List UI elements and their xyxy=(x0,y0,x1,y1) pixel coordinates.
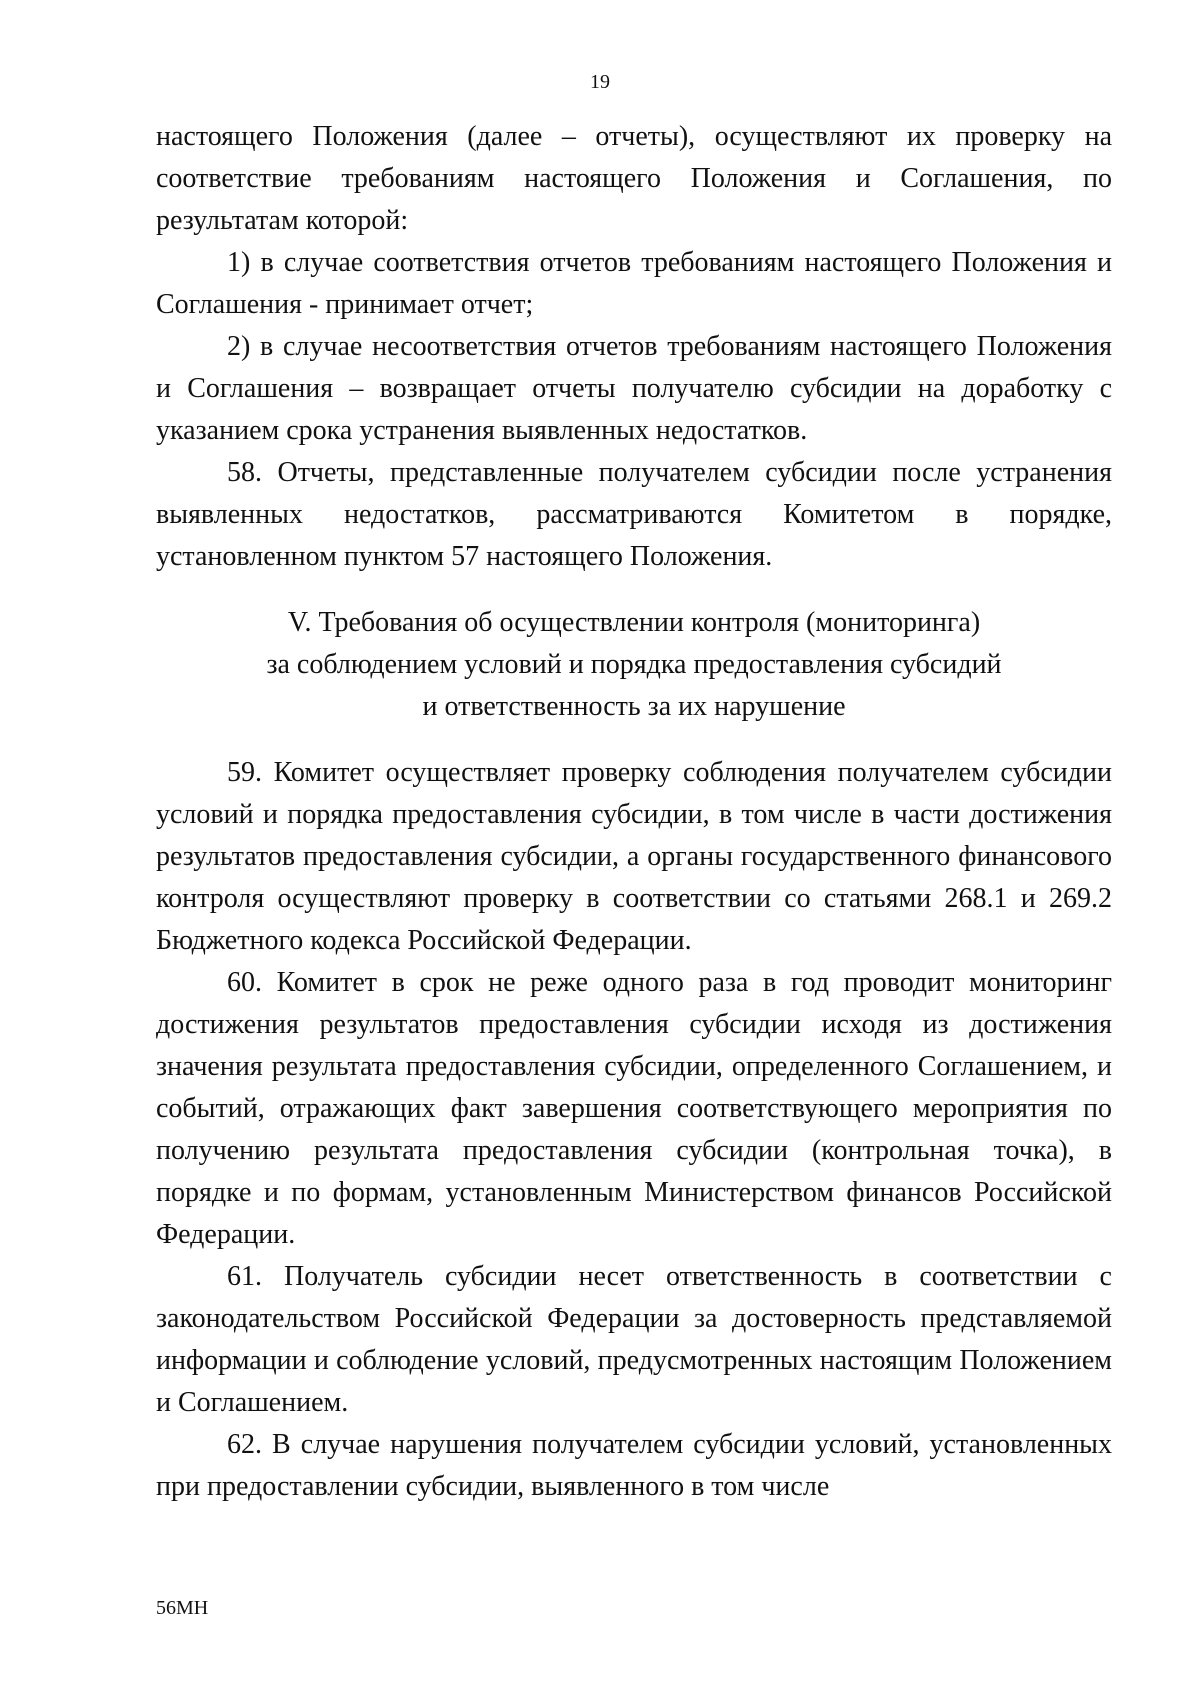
section-heading xyxy=(156,602,1112,728)
section-heading-line: за соблюдением условий и порядка предоставления субсидий xyxy=(266,649,1002,680)
paragraph: настоящего Положения (далее – отчеты), осуществляют их проверку на соответствие требованиям настоящего Положения и Соглашения, по результатам которой: xyxy=(156,121,1112,236)
footer-code: 56МН xyxy=(156,1597,209,1619)
section-heading-line: и ответственность за их нарушение xyxy=(422,691,846,722)
paragraph: 62. В случае нарушения получателем субсидии условий, установленных при предоставлении субсидии, выявленного в том числе xyxy=(156,1429,1112,1502)
paragraph: 2) в случае несоответствия отчетов требованиям настоящего Положения и Соглашения – возвращает отчеты получателю субсидии на доработку с указанием срока устранения выявленных недостатков. xyxy=(156,331,1112,446)
paragraphs-before-heading xyxy=(156,116,1112,578)
paragraph: 1) в случае соответствия отчетов требованиям настоящего Положения и Соглашения - принимает отчет; xyxy=(156,247,1112,320)
page-number: 19 xyxy=(590,71,610,93)
paragraph: 59. Комитет осуществляет проверку соблюдения получателем субсидии условий и порядка предоставления субсидии, в том числе в части достижения результатов предоставления субсидии, а органы государственного финансового контроля осуществляют проверку в соответствии со статьями 268.1 и 269.2 Бюджетного кодекса Российской Федерации. xyxy=(156,757,1112,956)
paragraph: 60. Комитет в срок не реже одного раза в год проводит мониторинг достижения результатов предоставления субсидии исходя из достижения значения результата предоставления субсидии, определенного Соглашением, и событий, отражающих факт завершения соответствующего мероприятия по получению результата предоставления субсидии (контрольная точка), в порядке и по формам, установленным Министерством финансов Российской Федерации. xyxy=(156,967,1112,1250)
paragraph: 58. Отчеты, представленные получателем субсидии после устранения выявленных недостатков, рассматриваются Комитетом в порядке, установленном пунктом 57 настоящего Положения. xyxy=(156,457,1112,572)
section-heading-line: V. Требования об осуществлении контроля (мониторинга) xyxy=(287,607,981,638)
document-body xyxy=(156,116,1112,1508)
paragraph: 61. Получатель субсидии несет ответственность в соответствии с законодательством Российской Федерации за достоверность представляемой информации и соблюдение условий, предусмотренных настоящим Положением и Соглашением. xyxy=(156,1261,1112,1418)
paragraphs-after-heading xyxy=(156,752,1112,1508)
